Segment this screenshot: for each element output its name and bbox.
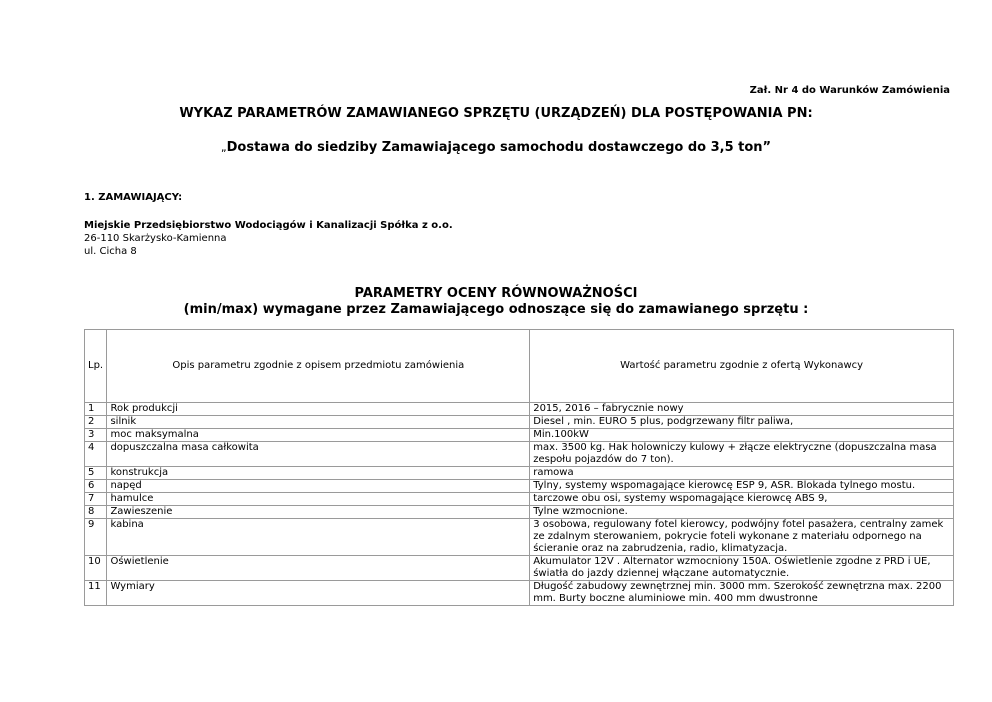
row-description: Zawieszenie (107, 506, 530, 519)
procurement-subject-text: Dostawa do siedziby Zamawiającego samochodu dostawczego do 3,5 ton” (226, 140, 772, 155)
row-value: ramowa (530, 467, 954, 480)
annex-reference: Zał. Nr 4 do Warunków Zamówienia (749, 85, 950, 96)
table-row (85, 467, 954, 480)
row-value: Diesel , min. EURO 5 plus, podgrzewany filtr paliwa, (530, 416, 954, 429)
row-description: silnik (107, 416, 530, 429)
header-description: Opis parametru zgodnie z opisem przedmiotu zamówienia (107, 330, 530, 403)
document-title: WYKAZ PARAMETRÓW ZAMAWIANEGO SPRZĘTU (URZĄDZEŃ) DLA POSTĘPOWANIA PN: (179, 106, 813, 121)
row-description: Oświetlenie (107, 556, 530, 581)
row-value: 3 osobowa, regulowany fotel kierowcy, podwójny fotel pasażera, centralny zamek ze zdalnym sterowaniem, pokrycie foteli wykonane z materiału odpornego na ścieranie oraz na zabrudzenia, radio, klimatyzacja. (530, 519, 954, 556)
header-lp: Lp. (85, 330, 107, 403)
table-row (85, 556, 954, 581)
row-description: napęd (107, 480, 530, 493)
procurement-subject (0, 140, 992, 155)
row-lp: 6 (85, 480, 107, 493)
row-lp: 5 (85, 467, 107, 480)
row-description: Rok produkcji (107, 403, 530, 416)
row-description: hamulce (107, 493, 530, 506)
orderer-name: Miejskie Przedsiębiorstwo Wodociągów i Kanalizacji Spółka z o.o. (84, 220, 453, 231)
table-row (85, 581, 954, 606)
row-value: 2015, 2016 – fabrycznie nowy (530, 403, 954, 416)
table-row (85, 429, 954, 442)
table-row (85, 442, 954, 467)
params-section-title (0, 286, 992, 318)
row-description: konstrukcja (107, 467, 530, 480)
table-row (85, 416, 954, 429)
row-description: dopuszczalna masa całkowita (107, 442, 530, 467)
row-lp: 4 (85, 442, 107, 467)
table-row (85, 480, 954, 493)
table-row (85, 519, 954, 556)
row-value: Tylny, systemy wspomagające kierowcę ESP 9, ASR. Blokada tylnego mostu. (530, 480, 954, 493)
row-lp: 9 (85, 519, 107, 556)
parameters-table (84, 329, 954, 606)
row-value: Długość zabudowy zewnętrznej min. 3000 mm. Szerokość zewnętrzna max. 2200 mm. Burty boczne aluminiowe min. 400 mm dwustronne (530, 581, 954, 606)
params-title-line1: PARAMETRY OCENY RÓWNOWAŻNOŚCI (354, 286, 638, 301)
row-lp: 8 (85, 506, 107, 519)
orderer-heading: 1. ZAMAWIAJĄCY: (84, 192, 183, 203)
orderer-address (84, 219, 453, 258)
row-value: Min.100kW (530, 429, 954, 442)
header-value: Wartość parametru zgodnie z ofertą Wykonawcy (530, 330, 954, 403)
row-description: Wymiary (107, 581, 530, 606)
table-row (85, 403, 954, 416)
row-lp: 3 (85, 429, 107, 442)
row-lp: 7 (85, 493, 107, 506)
row-description: moc maksymalna (107, 429, 530, 442)
row-value: tarczowe obu osi, systemy wspomagające kierowcę ABS 9, (530, 493, 954, 506)
row-value: Tylne wzmocnione. (530, 506, 954, 519)
orderer-city: 26-110 Skarżysko-Kamienna (84, 233, 227, 244)
row-description: kabina (107, 519, 530, 556)
params-title-line2: (min/max) wymagane przez Zamawiającego odnoszące się do zamawianego sprzętu : (183, 302, 809, 317)
orderer-street: ul. Cicha 8 (84, 246, 137, 257)
table-row (85, 493, 954, 506)
opening-quote: „ (220, 141, 227, 154)
row-value: Akumulator 12V . Alternator wzmocniony 150A. Oświetlenie zgodne z PRD i UE, światła do jazdy dziennej włączane automatycznie. (530, 556, 954, 581)
row-lp: 2 (85, 416, 107, 429)
row-value: max. 3500 kg. Hak holowniczy kulowy + złącze elektryczne (dopuszczalna masa zespołu pojazdów do 7 ton). (530, 442, 954, 467)
row-lp: 10 (85, 556, 107, 581)
table-header-row (85, 330, 954, 403)
table-row (85, 506, 954, 519)
row-lp: 11 (85, 581, 107, 606)
row-lp: 1 (85, 403, 107, 416)
